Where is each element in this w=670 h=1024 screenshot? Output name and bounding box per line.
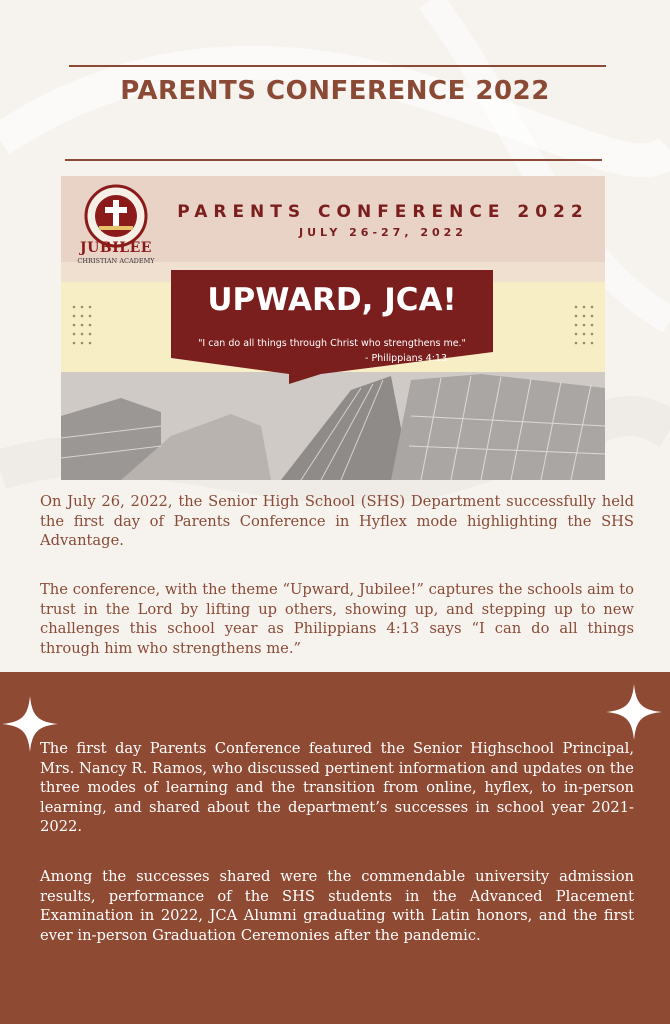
dot-pattern-right	[573, 304, 595, 354]
title-divider	[65, 159, 602, 161]
article-paragraph-2: The conference, with the theme “Upward, Jubilee!” captures the schools aim to trust in the Lord by lifting up others, showing up, and stepping up to new challenges this school year as Philippians 4:13 says “I can do all things through him who strengthens me.”	[40, 581, 634, 657]
banner-dates: JULY 26-27, 2022	[299, 226, 467, 239]
article-paragraph-4: Among the successes shared were the commendable university admission results, performance of the SHS students in the Advanced Placement Examination in 2022, JCA Alumni graduating with Latin honors, and the first ever in-person Graduation Ceremonies after the pandemic.	[40, 868, 634, 944]
article-paragraph-3: The first day Parents Conference featured the Senior Highschool Principal, Mrs. Nancy R. Ramos, who discussed pertinent information and updates on the three modes of learning and the transition from online, hyflex, to in-person learning, and shared about the department’s successes in school year 2021-2022.	[40, 740, 634, 835]
conference-banner	[61, 176, 605, 480]
theme-title: UPWARD, JCA!	[207, 282, 457, 318]
highlight-section	[0, 672, 670, 1024]
article-paragraph-1: On July 26, 2022, the Senior High School (SHS) Department successfully held the first day of Parents Conference in Hyflex mode highlighting the SHS Advantage.	[40, 493, 634, 549]
dot-pattern-left	[71, 304, 93, 354]
logo-name: JUBILEE	[80, 240, 152, 256]
page-title: PARENTS CONFERENCE 2022	[120, 76, 550, 106]
sparkle-icon	[604, 682, 664, 742]
theme-verse: "I can do all things through Christ who strengthens me."	[198, 338, 466, 349]
top-divider	[69, 65, 606, 67]
banner-heading: PARENTS CONFERENCE 2022	[177, 202, 589, 222]
logo-subtitle: CHRISTIAN ACADEMY	[77, 257, 155, 265]
verse-reference: - Philippians 4:13	[365, 353, 447, 364]
